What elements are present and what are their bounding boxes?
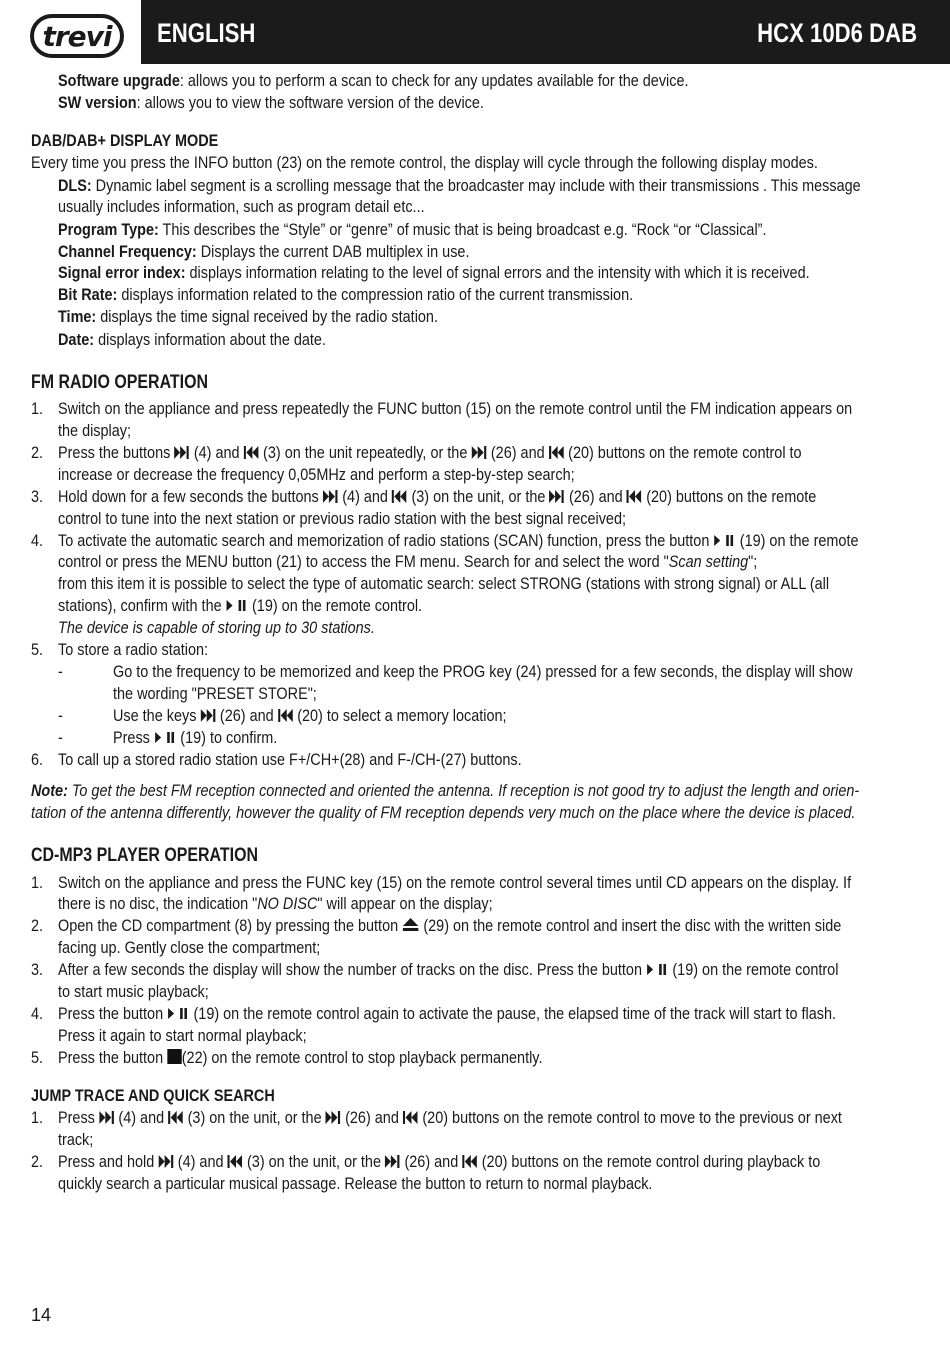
fm-step-2-number: 2. — [31, 443, 44, 462]
signal-error-item: Signal error index: displays information relating to the level of signal errors and the intensity with which it is received. — [58, 263, 810, 282]
fm-step-3-number: 3. — [31, 487, 44, 506]
next-track-icon — [158, 1155, 173, 1168]
fm-step-4-cont3: stations), confirm with the (19) on the remote control. — [58, 596, 423, 615]
cd-step-2: Open the CD compartment (8) by pressing the button (29) on the remote control and insert the disc with the written side — [58, 916, 842, 935]
trevi-logo: trevi — [30, 14, 124, 58]
play-pause-icon — [226, 599, 248, 612]
eject-icon — [402, 918, 419, 932]
previous-track-icon — [627, 490, 642, 503]
program-type-item: Program Type: This describes the “Style” or “genre” of music that is being broadcast e.g. “Rock “or “Classical”. — [58, 220, 767, 239]
fm-step-4-note: The device is capable of storing up to 30 stations. — [58, 618, 375, 637]
fm-step-5-dash-2: - — [58, 706, 63, 725]
cd-step-4-number: 4. — [31, 1004, 44, 1023]
previous-track-icon — [244, 446, 259, 459]
date-item: Date: displays information about the date. — [58, 330, 326, 349]
previous-track-icon — [403, 1111, 418, 1124]
software-upgrade-item: Software upgrade: allows you to perform a scan to check for any updates available for the device. — [58, 71, 689, 90]
fm-heading: FM RADIO OPERATION — [31, 372, 209, 393]
fm-step-1-cont: the display; — [58, 421, 132, 440]
play-pause-icon — [167, 1007, 189, 1020]
fm-step-2: Press the buttons (4) and (3) on the unit repeatedly, or the (26) and (20) buttons on the remote control to — [58, 443, 802, 462]
cd-step-4: Press the button (19) on the remote control again to activate the pause, the elapsed time of the track will start to flash. — [58, 1004, 837, 1023]
cd-step-1-cont: there is no disc, the indication "NO DISC" will appear on the display; — [58, 894, 493, 913]
dls-item: DLS: Dynamic label segment is a scrolling message that the broadcaster may include with their transmissions . This message — [58, 176, 861, 195]
stop-icon — [167, 1049, 182, 1064]
cd-step-3-number: 3. — [31, 960, 44, 979]
logo-area — [0, 0, 141, 64]
previous-track-icon — [462, 1155, 477, 1168]
dab-display-heading: DAB/DAB+ DISPLAY MODE — [31, 131, 219, 150]
fm-note-cont: tation of the antenna differently, however the quality of FM reception depends very much on the place where the device is placed. — [31, 803, 856, 822]
next-track-icon — [471, 446, 486, 459]
previous-track-icon — [392, 490, 407, 503]
previous-track-icon — [228, 1155, 243, 1168]
cd-step-3-cont: to start music playback; — [58, 982, 209, 1001]
next-track-icon — [174, 446, 189, 459]
next-track-icon — [323, 490, 338, 503]
fm-step-5-sub-2: Use the keys (26) and (20) to select a memory location; — [113, 706, 507, 725]
cd-step-1-number: 1. — [31, 873, 44, 892]
jump-step-2-number: 2. — [31, 1152, 44, 1171]
cd-step-4-cont: Press it again to start normal playback; — [58, 1026, 307, 1045]
fm-step-1: Switch on the appliance and press repeatedly the FUNC button (15) on the remote control until the FM indication appears on — [58, 399, 853, 418]
previous-track-icon — [278, 709, 293, 722]
fm-step-5-sub-1-cont: the wording "PRESET STORE"; — [113, 684, 317, 703]
bit-rate-item: Bit Rate: displays information related to the compression ratio of the current transmission. — [58, 285, 634, 304]
fm-step-5: To store a radio station: — [58, 640, 209, 659]
next-track-icon — [99, 1111, 114, 1124]
fm-step-6-number: 6. — [31, 750, 44, 769]
fm-step-1-number: 1. — [31, 399, 44, 418]
fm-step-5-dash-3: - — [58, 728, 63, 747]
cd-step-5: Press the button (22) on the remote control to stop playback permanently. — [58, 1048, 543, 1067]
fm-step-6: To call up a stored radio station use F+/CH+(28) and F-/CH-(27) buttons. — [58, 750, 522, 769]
dls-item-cont: usually includes information, such as program detail etc... — [58, 197, 425, 216]
fm-step-4-number: 4. — [31, 531, 44, 550]
fm-step-4: To activate the automatic search and memorization of radio stations (SCAN) function, press the button (19) on the remote — [58, 531, 859, 550]
previous-track-icon — [549, 446, 564, 459]
time-item: Time: displays the time signal received by the radio station. — [58, 307, 438, 326]
previous-track-icon — [168, 1111, 183, 1124]
next-track-icon — [200, 709, 215, 722]
dab-display-intro: Every time you press the INFO button (23) on the remote control, the display will cycle through the following display modes. — [31, 153, 818, 172]
cd-heading: CD-MP3 PLAYER OPERATION — [31, 845, 259, 866]
fm-step-5-number: 5. — [31, 640, 44, 659]
cd-step-2-number: 2. — [31, 916, 44, 935]
header-bar — [141, 0, 950, 64]
next-track-icon — [549, 490, 564, 503]
play-pause-icon — [713, 534, 735, 547]
fm-step-3-cont: control to tune into the next station or previous radio station with the best signal received; — [58, 509, 626, 528]
fm-step-5-dash-1: - — [58, 662, 63, 681]
language-label: ENGLISH — [157, 18, 256, 48]
next-track-icon — [385, 1155, 400, 1168]
cd-step-3: After a few seconds the display will show the number of tracks on the disc. Press the button (19) on the remote control — [58, 960, 839, 979]
jump-heading: JUMP TRACE AND QUICK SEARCH — [31, 1086, 275, 1105]
play-pause-icon — [154, 731, 176, 744]
fm-step-2-cont: increase or decrease the frequency 0,05MHz and perform a step-by-step search; — [58, 465, 575, 484]
fm-step-4-cont2: from this item it is possible to select the type of automatic search: select STRONG (stations with strong signal) or ALL (all — [58, 574, 830, 593]
page-header — [0, 0, 950, 64]
next-track-icon — [326, 1111, 341, 1124]
jump-step-1-cont: track; — [58, 1130, 94, 1149]
model-label: HCX 10D6 DAB — [757, 18, 917, 48]
jump-step-1-number: 1. — [31, 1108, 44, 1127]
jump-step-2: Press and hold (4) and (3) on the unit, or the (26) and (20) buttons on the remote control during playback to — [58, 1152, 821, 1171]
cd-step-5-number: 5. — [31, 1048, 44, 1067]
jump-step-2-cont: quickly search a particular musical passage. Release the button to return to normal playback. — [58, 1174, 653, 1193]
fm-step-5-sub-3: Press (19) to confirm. — [113, 728, 278, 747]
sw-version-item: SW version: allows you to view the software version of the device. — [58, 93, 484, 112]
fm-step-5-sub-1: Go to the frequency to be memorized and keep the PROG key (24) pressed for a few seconds, the display will show — [113, 662, 853, 681]
play-pause-icon — [646, 963, 668, 976]
cd-step-1: Switch on the appliance and press the FUNC key (15) on the remote control several times until CD appears on the display. If — [58, 873, 852, 892]
fm-step-3: Hold down for a few seconds the buttons (4) and (3) on the unit, or the (26) and (20) buttons on the remote — [58, 487, 817, 506]
jump-step-1: Press (4) and (3) on the unit, or the (26) and (20) buttons on the remote control to move to the previous or next — [58, 1108, 842, 1127]
channel-frequency-item: Channel Frequency: Displays the current DAB multiplex in use. — [58, 242, 470, 261]
fm-step-4-cont: control or press the MENU button (21) to access the FM menu. Search for and select the word "Scan setting"; — [58, 552, 758, 571]
fm-note: Note: To get the best FM reception connected and oriented the antenna. If reception is not good try to adjust the length and orien- — [31, 781, 860, 800]
cd-step-2-cont: facing up. Gently close the compartment; — [58, 938, 321, 957]
page-number: 14 — [31, 1305, 52, 1325]
